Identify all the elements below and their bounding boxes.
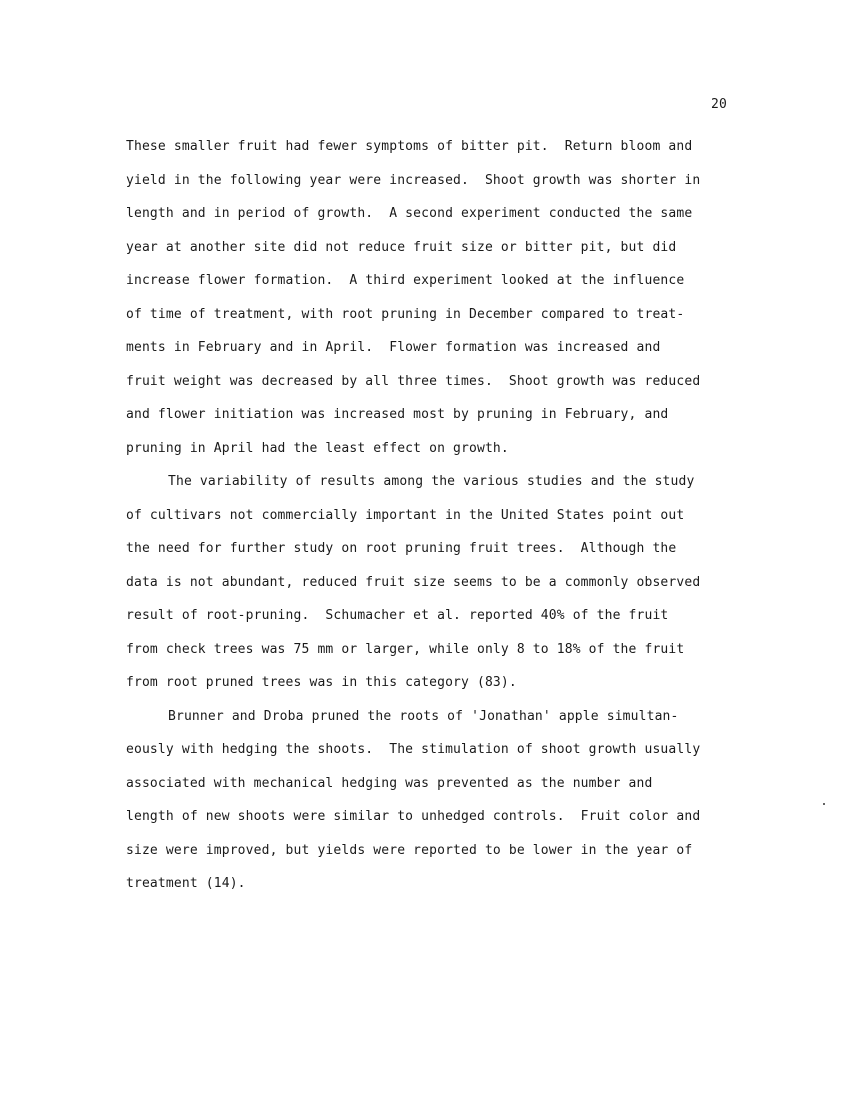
text-line: The variability of results among the various studies and the study <box>168 474 695 489</box>
paragraph <box>126 700 736 901</box>
text-line: the need for further study on root pruning fruit trees. Although the <box>126 541 677 556</box>
text-line: ments in February and in April. Flower formation was increased and <box>126 340 661 355</box>
text-line: length and in period of growth. A second experiment conducted the same <box>126 206 693 221</box>
text-line: of time of treatment, with root pruning in December compared to treat- <box>126 306 685 322</box>
text-line: data is not abundant, reduced fruit size seems to be a commonly observed <box>126 574 701 590</box>
text-line: of cultivars not commercially important in the United States point out <box>126 507 685 523</box>
text-line: associated with mechanical hedging was prevented as the number and <box>126 775 653 791</box>
text-line: from check trees was 75 mm or larger, while only 8 to 18% of the fruit <box>126 641 685 657</box>
text-line: fruit weight was decreased by all three times. Shoot growth was reduced <box>126 373 701 389</box>
text-line: length of new shoots were similar to unhedged controls. Fruit color and <box>126 809 701 824</box>
page-number: 20 <box>711 97 728 112</box>
text-line: treatment (14). <box>126 876 246 891</box>
paragraph <box>126 130 736 465</box>
text-line: eously with hedging the shoots. The stimulation of shoot growth usually <box>126 742 701 757</box>
text-line: from root pruned trees was in this category (83). <box>126 675 517 690</box>
text-line: size were improved, but yields were reported to be lower in the year of <box>126 842 693 858</box>
text-line: yield in the following year were increased. Shoot growth was shorter in <box>126 172 701 188</box>
text-line: Brunner and Droba pruned the roots of 'Jonathan' apple simultan- <box>168 708 679 724</box>
paragraph <box>126 465 736 700</box>
text-line: year at another site did not reduce fruit size or bitter pit, but did <box>126 239 677 255</box>
scan-speck <box>823 803 825 805</box>
text-line: increase flower formation. A third experiment looked at the influence <box>126 273 685 288</box>
text-line: result of root-pruning. Schumacher et al. reported 40% of the fruit <box>126 608 669 623</box>
text-line: These smaller fruit had fewer symptoms of bitter pit. Return bloom and <box>126 139 693 154</box>
text-line: and flower initiation was increased most by pruning in February, and <box>126 407 669 422</box>
text-line: pruning in April had the least effect on growth. <box>126 440 509 456</box>
body-text <box>126 130 736 901</box>
